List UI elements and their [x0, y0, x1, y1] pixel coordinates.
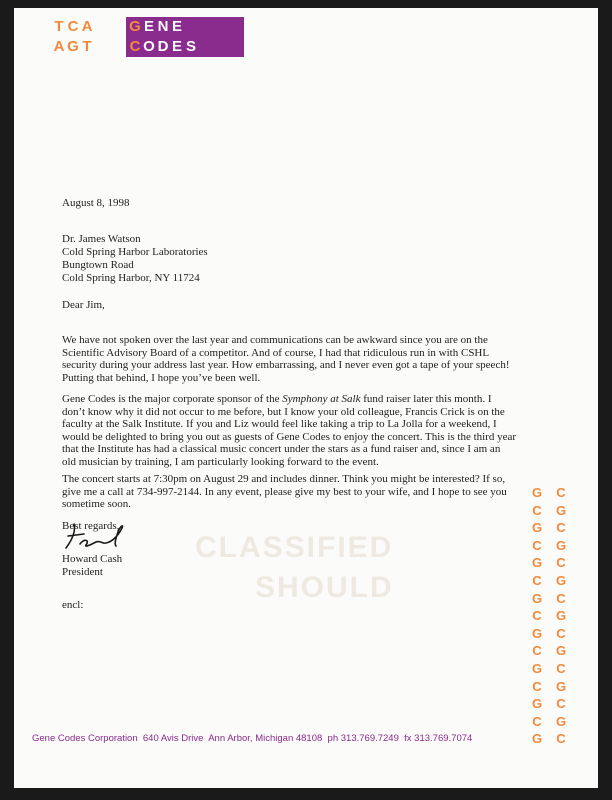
gc-letter: G: [555, 537, 567, 553]
address-line: Cold Spring Harbor Laboratories: [62, 246, 208, 258]
gc-letter: C: [532, 608, 542, 624]
logo-row-1: [52, 17, 184, 37]
gc-letter: G: [531, 520, 543, 536]
gc-letter: C: [556, 520, 566, 536]
signer-block: [62, 553, 122, 579]
logo-letter: D: [157, 38, 169, 55]
gc-letter: G: [531, 555, 543, 571]
gc-column-left: [528, 484, 546, 748]
paragraph-2-end: fund raiser later this month. I don’t know why it did not occur to me before, but I know your old colleague, Francis Crick is on the faculty at the Salk Institute. If you and Liz would feel like taking a trip to La Jolla for a weekend, I would be delighted to bring you out as guests of Gene Codes to enjoy the concert. This is the third year that the Institute has had a classical music concert under the stars as a fund raiser and, since I am an old musician by training, I am particularly looking forward to the event.: [62, 393, 517, 468]
gc-letter: G: [531, 625, 543, 641]
gc-letter: G: [555, 608, 567, 624]
logo-letter: E: [171, 38, 182, 55]
address-line: Dr. James Watson: [62, 233, 141, 245]
gc-letter: C: [556, 485, 566, 500]
gc-letter: G: [531, 485, 543, 500]
recipient-address: [62, 233, 208, 285]
gc-letter: C: [556, 660, 566, 676]
gc-letter: C: [556, 625, 566, 641]
logo-letter: E: [171, 18, 182, 35]
logo-letter: A: [81, 18, 93, 35]
paragraph-1: We have not spoken over the last year and communications can be awkward since you are on the Scientific Advisory Board of a competitor. And of course, I had that ridiculous run in with CSHL security during your address last year. How embarrassing, and I never even got a tape of your speech! Putting that behind, I hope you’ve been well.: [62, 334, 510, 384]
gc-letter: C: [556, 731, 566, 747]
logo-letter: C: [67, 18, 79, 35]
gc-letter: G: [531, 660, 543, 676]
paragraph-2: [62, 393, 517, 469]
gc-letter: G: [531, 696, 543, 712]
logo-letter: O: [143, 38, 155, 55]
gc-letter: G: [531, 731, 543, 747]
logo-letter: T: [54, 18, 64, 35]
salutation: Dear Jim,: [62, 299, 105, 311]
gc-letter: C: [556, 696, 566, 712]
letter-date: August 8, 1998: [62, 197, 130, 209]
logo-letter: G: [129, 18, 141, 35]
address-line: Bungtown Road: [62, 259, 134, 271]
gc-letter: G: [555, 643, 567, 659]
stamp-line-1: CLASSIFIED: [195, 531, 394, 564]
gc-letter: C: [532, 678, 542, 694]
logo-letter: A: [53, 38, 65, 55]
paragraph-3: The concert starts at 7:30pm on August 29 and includes dinner. Think you might be interested? If so, give me a call at 734-997-2144. In any event, please give my best to your wife, and I hope to see you sometime soon.: [62, 473, 507, 511]
signature: [62, 518, 132, 554]
logo-row-2: [52, 37, 198, 57]
logo-letter: E: [143, 18, 154, 35]
logo-letter: T: [82, 38, 92, 55]
gc-letter: G: [555, 678, 567, 694]
gc-letter: G: [555, 572, 567, 588]
logo-letter: G: [67, 38, 79, 55]
signer-title: President: [62, 566, 103, 578]
company-footer: Gene Codes Corporation 640 Avis Drive Ann Arbor, Michigan 48108 ph 313.769.7249 fx 313.769.7074: [32, 733, 473, 744]
gc-letter: G: [531, 590, 543, 606]
gc-letter: G: [555, 713, 567, 729]
signer-name: Howard Cash: [62, 553, 123, 565]
enclosure-note: encl:: [62, 599, 84, 611]
gene-codes-logo: [52, 17, 244, 57]
gc-letter: C: [532, 537, 542, 553]
paragraph-2-start: Gene Codes is the major corporate sponsor of the: [62, 393, 283, 405]
gc-letter: C: [556, 555, 566, 571]
logo-letter: N: [157, 18, 169, 35]
closing: Best regards,: [62, 520, 120, 532]
gc-letter: C: [532, 713, 542, 729]
logo-letter: S: [185, 38, 196, 55]
gc-letter: C: [532, 502, 542, 518]
gc-letter: G: [555, 502, 567, 518]
gc-letter: C: [556, 590, 566, 606]
faint-stamp: [195, 528, 394, 608]
event-name: Symphony at Salk: [282, 393, 361, 405]
address-line: Cold Spring Harbor, NY 11724: [62, 272, 200, 284]
gc-letter: C: [532, 572, 542, 588]
gc-column-right: [552, 484, 570, 748]
stamp-line-2: SHOULD: [255, 571, 394, 604]
gc-letter: C: [532, 643, 542, 659]
logo-letter: C: [129, 38, 141, 55]
